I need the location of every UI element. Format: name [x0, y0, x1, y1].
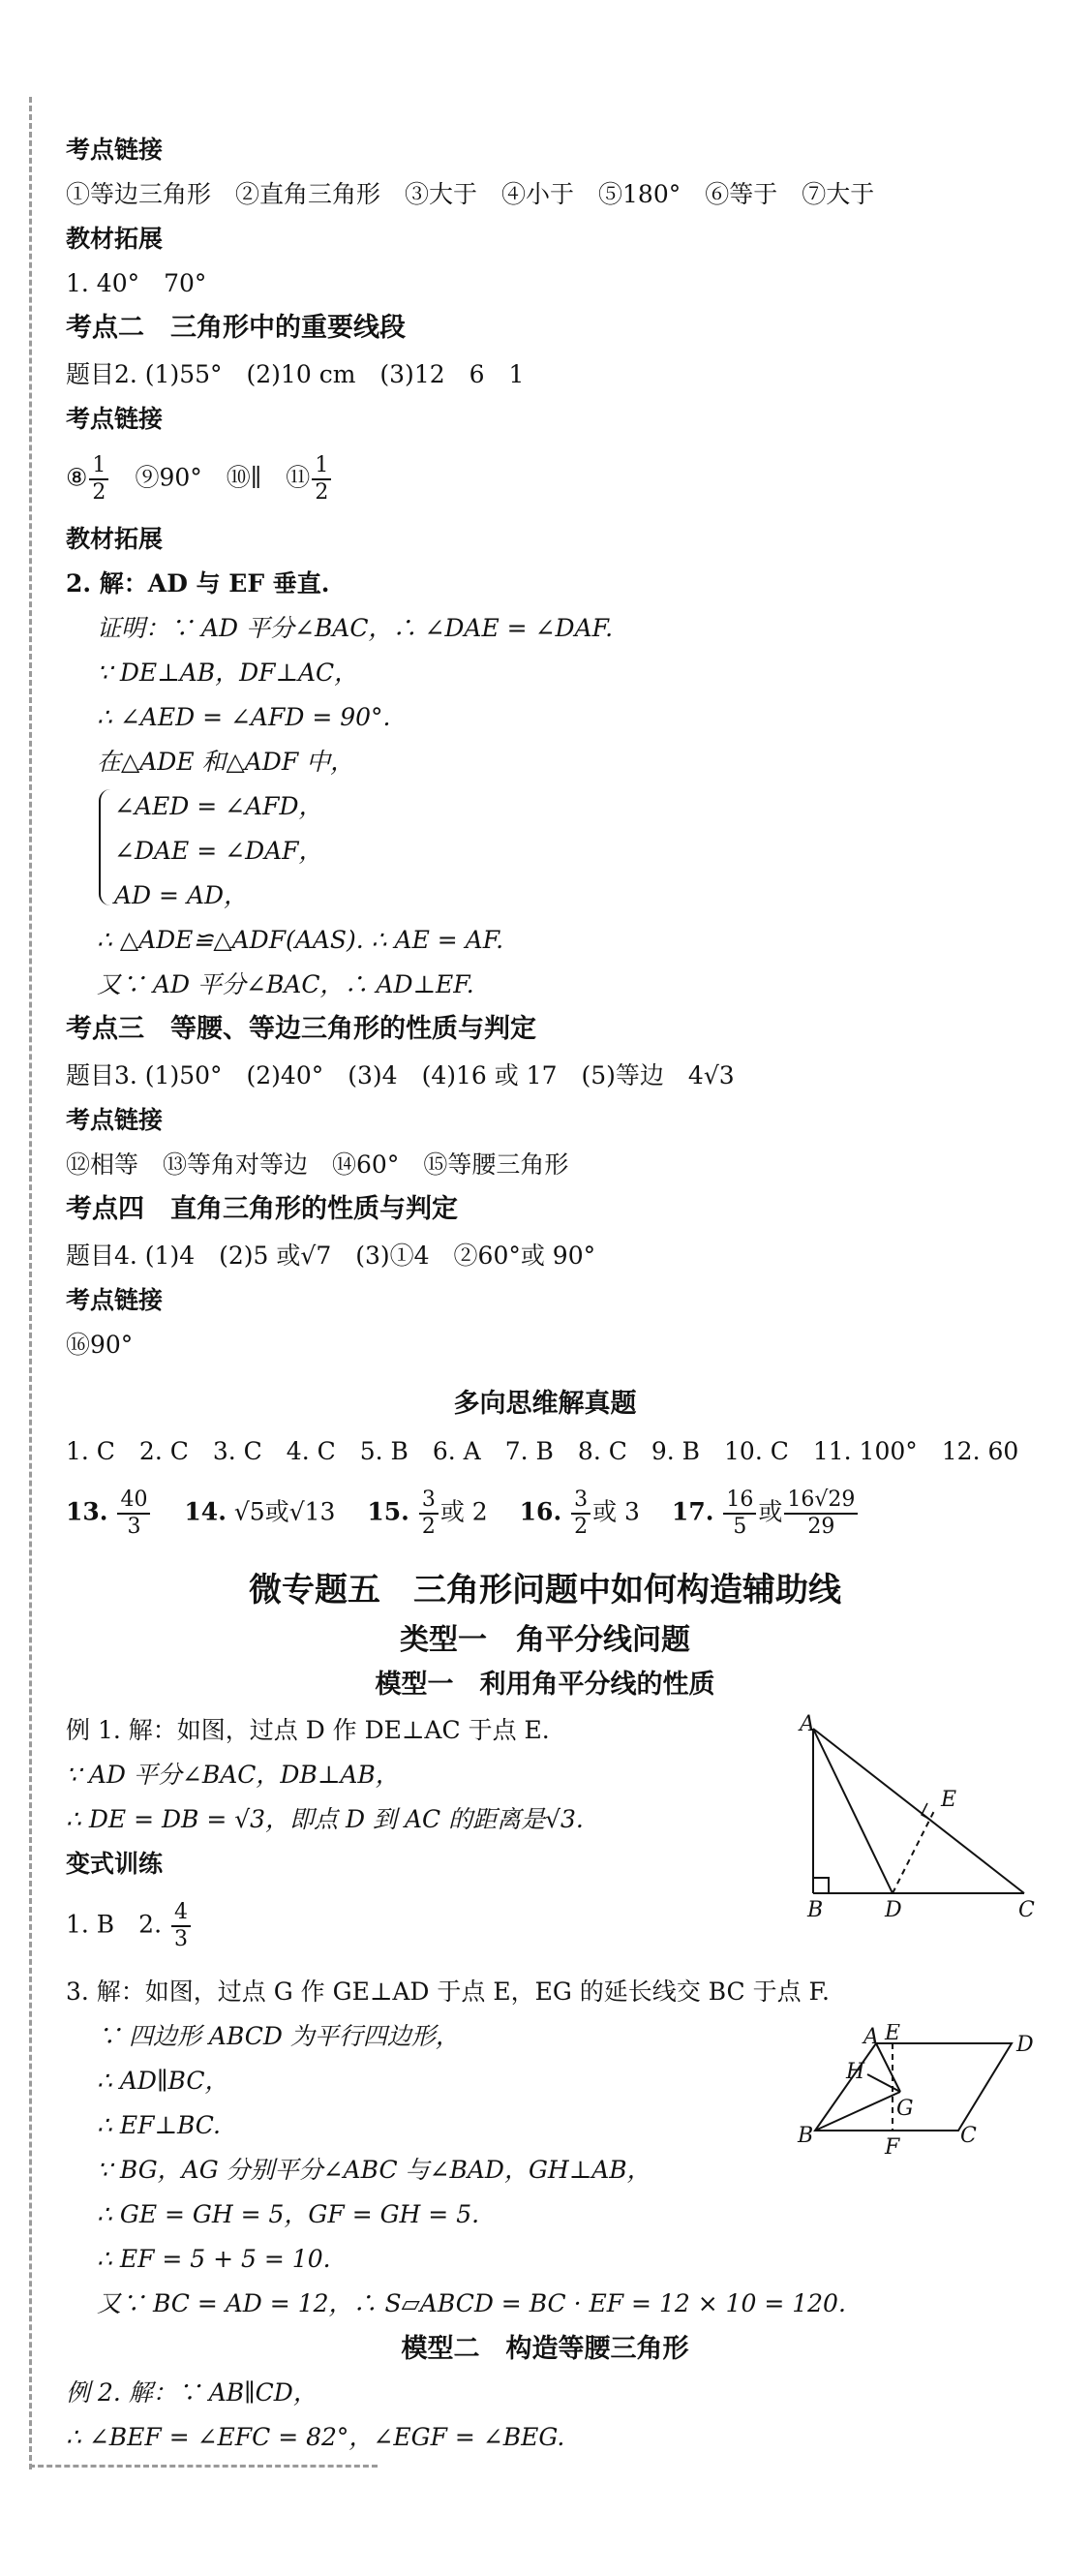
left-dashed-margin — [29, 97, 32, 2469]
example-3-line: 3. 解：如图，过点 G 作 GE⊥AD 于点 E，EG 的延长线交 BC 于点 F. — [66, 1978, 830, 2006]
q15-answer: 或 2 — [439, 1497, 488, 1526]
label-G: G — [896, 2097, 914, 2121]
frac-num: 4 — [171, 1902, 191, 1927]
label-D: D — [885, 1898, 902, 1922]
heading-kaodian-link-4: 考点链接 — [66, 1286, 164, 1314]
frac-num: 3 — [419, 1489, 439, 1515]
proof-line: ∴ ∠AED = ∠AFD = 90°. — [97, 703, 391, 731]
q14-number: 14. — [184, 1497, 227, 1526]
label-H: H — [846, 2060, 865, 2084]
frac-den: 2 — [92, 480, 106, 505]
link-items-2 — [66, 455, 333, 504]
link-9-11: ⑨90° ⑩∥ ⑪ — [135, 463, 311, 492]
frac-num: 1 — [89, 455, 108, 480]
q17-fraction-a — [723, 1489, 756, 1538]
heading-textbook-ext-1: 教材拓展 — [66, 225, 164, 253]
q17-fraction-b — [784, 1489, 858, 1538]
q15-fraction — [419, 1489, 439, 1538]
link-items-3: ⑫相等 ⑬等角对等边 ⑭60° ⑮等腰三角形 — [66, 1150, 569, 1179]
label-E: E — [941, 1788, 957, 1812]
proof-line: ∴ △ADE≌△ADF(AAS). ∴ AE = AF. — [97, 926, 504, 954]
label-F: F — [885, 2135, 900, 2160]
proof-system-line: ∠DAE = ∠DAF， — [114, 837, 323, 865]
multi-title: 多向思维解真题 — [453, 1389, 637, 1419]
label-B: B — [807, 1898, 824, 1922]
link-items-4: ⑯90° — [66, 1331, 134, 1359]
figure-parallelogram-abcd — [784, 2024, 1055, 2169]
proof-line: ∵ DE⊥AB，DF⊥AC， — [97, 659, 359, 687]
q15-number: 15. — [367, 1497, 409, 1526]
proof-line: 证明：∵ AD 平分∠BAC，∴ ∠DAE = ∠DAF. — [97, 614, 614, 642]
question-4: 题目4. (1)4 (2)5 或√7 (3)①4 ②60°或 90° — [66, 1242, 596, 1270]
q17-or: 或 — [758, 1497, 783, 1526]
label-A: A — [863, 2025, 879, 2049]
q14-answer: √5或√13 — [233, 1497, 336, 1526]
label-D: D — [1016, 2033, 1034, 2057]
question-2: 题目2. (1)55° (2)10 cm (3)12 6 1 — [66, 360, 525, 388]
heading-textbook-ext-2: 教材拓展 — [66, 525, 164, 553]
frac-den: 2 — [421, 1515, 436, 1539]
example-3-line: ∴ EF = 5 + 5 = 10. — [97, 2245, 331, 2273]
proof-system-line: ∠AED = ∠AFD， — [114, 792, 323, 820]
model-1-title: 模型一 利用角平分线的性质 — [375, 1670, 715, 1700]
q16-fraction — [571, 1489, 590, 1538]
example-3-line: ∴ EF⊥BC. — [97, 2111, 221, 2139]
question-3: 题目3. (1)50° (2)40° (3)4 (4)16 或 17 (5)等边 4√3 — [66, 1061, 735, 1089]
frac-den: 5 — [733, 1515, 747, 1539]
example-1-line: ∵ AD 平分∠BAC，DB⊥AB， — [66, 1761, 400, 1789]
type-1-title: 类型一 角平分线问题 — [400, 1623, 690, 1657]
frac-den: 3 — [173, 1927, 188, 1951]
link-8: ⑧ — [66, 463, 88, 492]
proof-system-line: AD = AD， — [114, 881, 249, 909]
example-1-line: 例 1. 解：如图，过点 D 作 DE⊥AC 于点 E. — [66, 1716, 550, 1744]
proof-line: 2. 解：AD 与 EF 垂直. — [66, 569, 330, 598]
heading-kaodian-link-1: 考点链接 — [66, 136, 164, 164]
heading-kaodian-link-3: 考点链接 — [66, 1106, 164, 1134]
frac-den: 3 — [127, 1515, 141, 1539]
proof-line: 又∵ AD 平分∠BAC，∴ AD⊥EF. — [97, 970, 474, 998]
label-C: C — [1018, 1898, 1035, 1922]
example-2-line: ∴ ∠BEF = ∠EFC = 82°，∠EGF = ∠BEG. — [66, 2423, 565, 2451]
variant-answer-text: 1. B 2. — [66, 1910, 163, 1939]
frac-den: 2 — [315, 480, 329, 505]
example-3-line: ∴ GE = GH = 5，GF = GH = 5. — [97, 2200, 480, 2228]
example-3-line: ∴ AD∥BC， — [97, 2067, 229, 2095]
q13-fraction — [117, 1489, 150, 1538]
fraction-half-b — [312, 455, 331, 504]
figure-triangle-abd — [794, 1709, 1045, 1922]
example-3-line: ∵ BG，AG 分别平分∠ABC 与∠BAD，GH⊥AB， — [97, 2156, 651, 2184]
q17-number: 17. — [671, 1497, 714, 1526]
q16-answer: 或 3 — [592, 1497, 640, 1526]
answers-row-1: 1. C 2. C 3. C 4. C 5. B 6. A 7. B 8. C 9. B 10. C 11. 100° 12. 60 — [66, 1437, 1019, 1465]
example-3-line: ∵ 四边形 ABCD 为平行四边形， — [97, 2022, 460, 2050]
link-items-1: ①等边三角形 ②直角三角形 ③大于 ④小于 ⑤180° ⑥等于 ⑦大于 — [66, 180, 875, 208]
heading-kaodian-link-2: 考点链接 — [66, 405, 164, 433]
frac-den: 29 — [807, 1515, 835, 1539]
label-B: B — [798, 2124, 814, 2148]
frac-den: 2 — [574, 1515, 589, 1539]
heading-variant-training: 变式训练 — [66, 1850, 164, 1878]
frac-num: 16√29 — [784, 1489, 858, 1515]
label-E: E — [885, 2024, 901, 2045]
example-2-line: 例 2. 解：∵ AB∥CD， — [66, 2378, 318, 2407]
fraction-half-a — [89, 455, 108, 504]
example-3-line: 又∵ BC = AD = 12，∴ S▱ABCD = BC · EF = 12 × 10 = 120. — [97, 2289, 846, 2317]
bottom-dashed-margin — [29, 2465, 378, 2468]
label-A: A — [800, 1712, 815, 1736]
section-heading-4: 考点四 直角三角形的性质与判定 — [66, 1194, 458, 1224]
frac-num: 16 — [723, 1489, 756, 1515]
q13-number: 13. — [66, 1497, 108, 1526]
q16-number: 16. — [519, 1497, 562, 1526]
system-brace — [99, 789, 112, 905]
ext-answer-1: 1. 40° 70° — [66, 269, 207, 297]
section-heading-2: 考点二 三角形中的重要线段 — [66, 313, 406, 343]
model-2-title: 模型二 构造等腰三角形 — [401, 2334, 689, 2364]
variant-fraction — [171, 1902, 191, 1950]
proof-line: 在△ADE 和△ADF 中， — [97, 748, 355, 776]
variant-answers — [66, 1902, 193, 1950]
answers-row-2 — [66, 1489, 860, 1538]
example-1-line: ∴ DE = DB = √3，即点 D 到 AC 的距离是√3. — [66, 1805, 584, 1833]
frac-num: 1 — [312, 455, 331, 480]
label-C: C — [960, 2124, 977, 2148]
section-heading-3: 考点三 等腰、等边三角形的性质与判定 — [66, 1014, 536, 1044]
topic-title: 微专题五 三角形问题中如何构造辅助线 — [249, 1571, 841, 1610]
frac-num: 40 — [117, 1489, 150, 1515]
frac-num: 3 — [571, 1489, 590, 1515]
